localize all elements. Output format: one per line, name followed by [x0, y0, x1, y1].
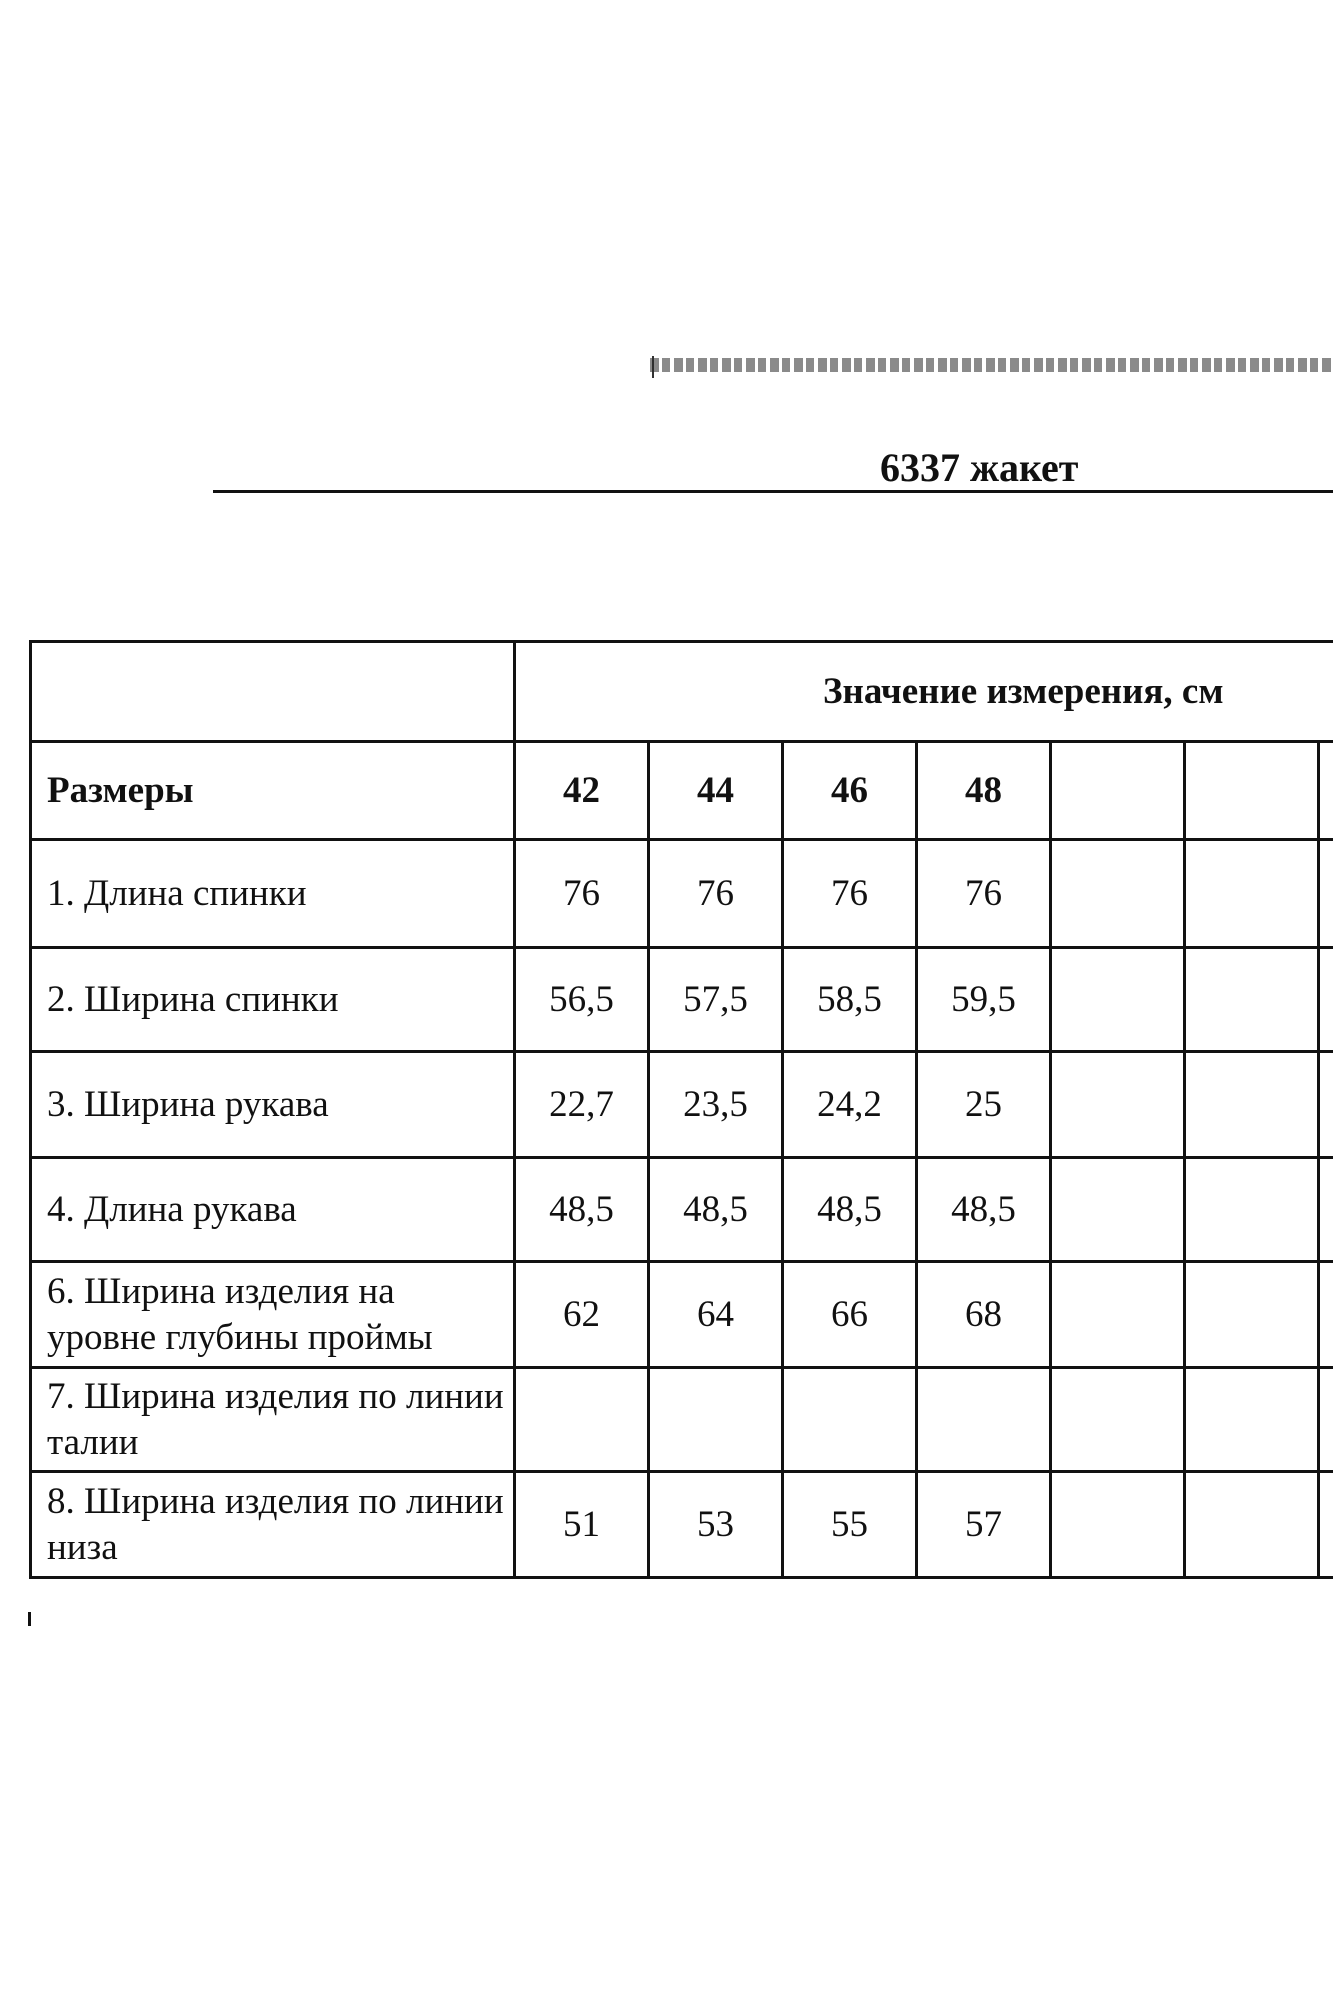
value-cell	[1185, 948, 1319, 1052]
value-cell: 64	[649, 1262, 783, 1368]
value-cell	[1185, 1262, 1319, 1368]
size-cell: 42	[515, 742, 649, 840]
value-cell: 76	[649, 840, 783, 948]
value-cell: 22,7	[515, 1052, 649, 1158]
overflow-cell	[1319, 1368, 1333, 1472]
overflow-cell	[1319, 1262, 1333, 1368]
value-cell: 55	[783, 1472, 917, 1578]
value-cell: 48,5	[515, 1158, 649, 1262]
value-cell: 66	[783, 1262, 917, 1368]
cropped-text-fragment	[650, 358, 1333, 372]
value-cell	[1185, 1472, 1319, 1578]
overflow-cell	[1319, 840, 1333, 948]
value-cell: 57,5	[649, 948, 783, 1052]
value-cell	[1185, 1158, 1319, 1262]
value-cell: 25	[917, 1052, 1051, 1158]
table-row	[31, 1472, 1333, 1578]
row-label: 4. Длина рукава	[31, 1158, 515, 1262]
title-underline	[213, 490, 1333, 493]
overflow-cell	[1319, 948, 1333, 1052]
table-border-tail	[28, 1612, 31, 1626]
value-cell	[1051, 948, 1185, 1052]
value-cell	[1185, 1368, 1319, 1472]
row-label: 6. Ширина изделия на уровне глубины проймы	[31, 1262, 515, 1368]
value-cell	[917, 1368, 1051, 1472]
value-cell: 59,5	[917, 948, 1051, 1052]
value-cell: 51	[515, 1472, 649, 1578]
value-cell	[1051, 1052, 1185, 1158]
value-cell	[1185, 840, 1319, 948]
row-label: 3. Ширина рукава	[31, 1052, 515, 1158]
header-group-title: Значение измерения, см	[515, 642, 1333, 742]
sizes-row	[31, 742, 1333, 840]
table-row	[31, 840, 1333, 948]
table-row	[31, 1052, 1333, 1158]
cropped-text-line	[650, 356, 1333, 378]
value-cell	[1051, 840, 1185, 948]
table-header-row	[31, 642, 1333, 742]
value-cell: 48,5	[917, 1158, 1051, 1262]
size-cell: 46	[783, 742, 917, 840]
value-cell: 48,5	[649, 1158, 783, 1262]
header-empty-cell	[31, 642, 515, 742]
value-cell: 57	[917, 1472, 1051, 1578]
row-label: 8. Ширина изделия по линии низа	[31, 1472, 515, 1578]
value-cell: 56,5	[515, 948, 649, 1052]
value-cell	[1051, 1262, 1185, 1368]
value-cell	[1051, 1472, 1185, 1578]
value-cell	[515, 1368, 649, 1472]
value-cell	[649, 1368, 783, 1472]
table-row	[31, 1158, 1333, 1262]
value-cell	[1051, 1368, 1185, 1472]
value-cell: 23,5	[649, 1052, 783, 1158]
value-cell: 68	[917, 1262, 1051, 1368]
value-cell: 24,2	[783, 1052, 917, 1158]
size-cell	[1051, 742, 1185, 840]
value-cell	[1185, 1052, 1319, 1158]
table-row	[31, 1368, 1333, 1472]
overflow-cell	[1319, 742, 1333, 840]
row-label: 2. Ширина спинки	[31, 948, 515, 1052]
value-cell: 58,5	[783, 948, 917, 1052]
overflow-cell	[1319, 1472, 1333, 1578]
measurement-table	[29, 640, 1333, 1579]
size-cell: 44	[649, 742, 783, 840]
table-row	[31, 1262, 1333, 1368]
overflow-cell	[1319, 1158, 1333, 1262]
size-cell	[1185, 742, 1319, 840]
value-cell	[783, 1368, 917, 1472]
value-cell	[1051, 1158, 1185, 1262]
row-label: 7. Ширина изделия по линии талии	[31, 1368, 515, 1472]
size-cell: 48	[917, 742, 1051, 840]
value-cell: 76	[515, 840, 649, 948]
overflow-cell	[1319, 1052, 1333, 1158]
value-cell: 53	[649, 1472, 783, 1578]
sizes-label: Размеры	[31, 742, 515, 840]
value-cell: 76	[917, 840, 1051, 948]
value-cell: 76	[783, 840, 917, 948]
row-label: 1. Длина спинки	[31, 840, 515, 948]
value-cell: 48,5	[783, 1158, 917, 1262]
value-cell: 62	[515, 1262, 649, 1368]
table-row	[31, 948, 1333, 1052]
document-title: 6337 жакет	[880, 445, 1079, 490]
